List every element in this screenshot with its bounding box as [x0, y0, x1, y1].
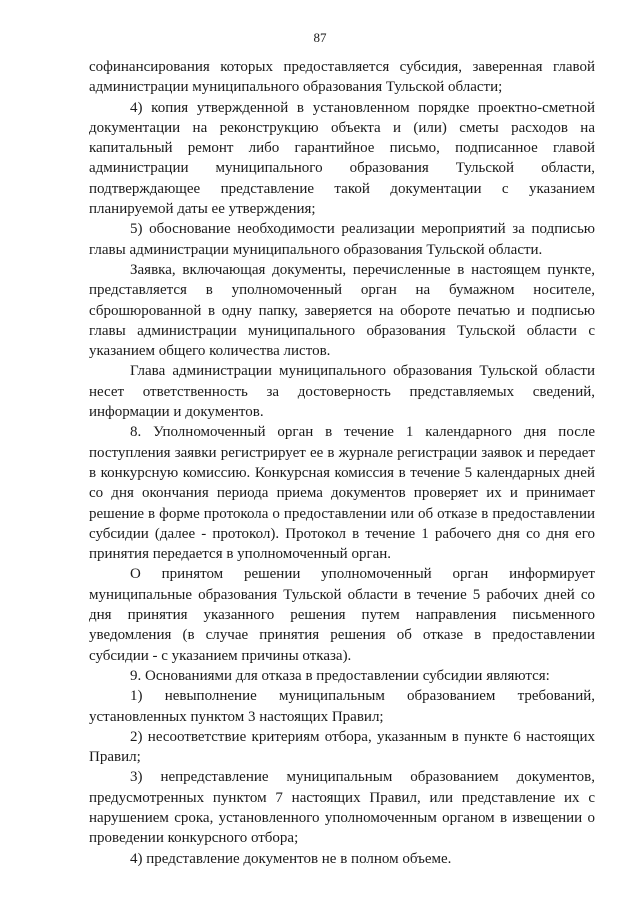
paragraph-decision-notification: О принятом решении уполномоченный орган информирует муниципальные образования Тульской области в течение 5 рабочих дней со дня принятия указанного решения путем направления письменного уведомления (в случае принятия решения об отказе в предоставлении субсидии - с указанием причины отказа). — [89, 566, 595, 664]
paragraph-section-8-registration: 8. Уполномоченный орган в течение 1 календарного дня после поступления заявки регистрирует ее в журнале регистрации заявок и передает в конкурсную комиссию. Конкурсная комиссия в течение 5 календарных дней со дня окончания периода приема документов проверяет их и принимает решение в форме протокола о предоставлении или об отказе в предоставлении субсидии (далее - протокол). Протокол в течение 1 рабочего дня со дня его принятия передается в уполномоченный орган. — [89, 424, 595, 563]
document-body — [89, 57, 595, 869]
paragraph-item-4-copy-documentation: 4) копия утвержденной в установленном порядке проектно-сметной документации на реконструкцию объекта и (или) сметы расходов на капитальный ремонт либо гарантийное письмо, подписанное главой администрации муниципального образования Тульской области, подтверждающее представление такой документации с указанием планируемой даты ее утверждения; — [89, 99, 595, 218]
paragraph-refusal-item-1: 1) невыполнение муниципальным образованием требований, установленных пунктом 3 настоящих Правил; — [89, 688, 595, 725]
paragraph-item-5-justification: 5) обоснование необходимости реализации мероприятий за подписью главы администрации муниципального образования Тульской области. — [89, 221, 595, 258]
paragraph-refusal-item-2: 2) несоответствие критериям отбора, указанным в пункте 6 настоящих Правил; — [89, 728, 595, 766]
page-number: 87 — [313, 30, 327, 45]
paragraph-refusal-item-3: 3) непредставление муниципальным образованием документов, предусмотренных пунктом 7 настоящих Правил, или представление их с нарушением срока, установленного уполномоченным органом в извещении о проведении конкурсного отбора; — [89, 769, 595, 847]
paragraph-continuation: софинансирования которых предоставляется субсидия, заверенная главой администрации муниципального образования Тульской области; — [89, 59, 595, 96]
paragraph-responsibility: Глава администрации муниципального образования Тульской области несет ответственность за достоверность представляемых сведений, информации и документов. — [89, 363, 595, 421]
paragraph-refusal-item-4: 4) представление документов не в полном объеме. — [130, 850, 452, 867]
paragraph-application-submission: Заявка, включающая документы, перечисленные в настоящем пункте, представляется в уполномоченный орган на бумажном носителе, сброшюрованной в одну папку, заверяется на обороте печатью и подписью главы администрации муниципального образования Тульской области с указанием общего количества листов. — [89, 261, 595, 360]
paragraph-section-9-refusal-grounds: 9. Основаниями для отказа в предоставлении субсидии являются: — [130, 667, 550, 684]
